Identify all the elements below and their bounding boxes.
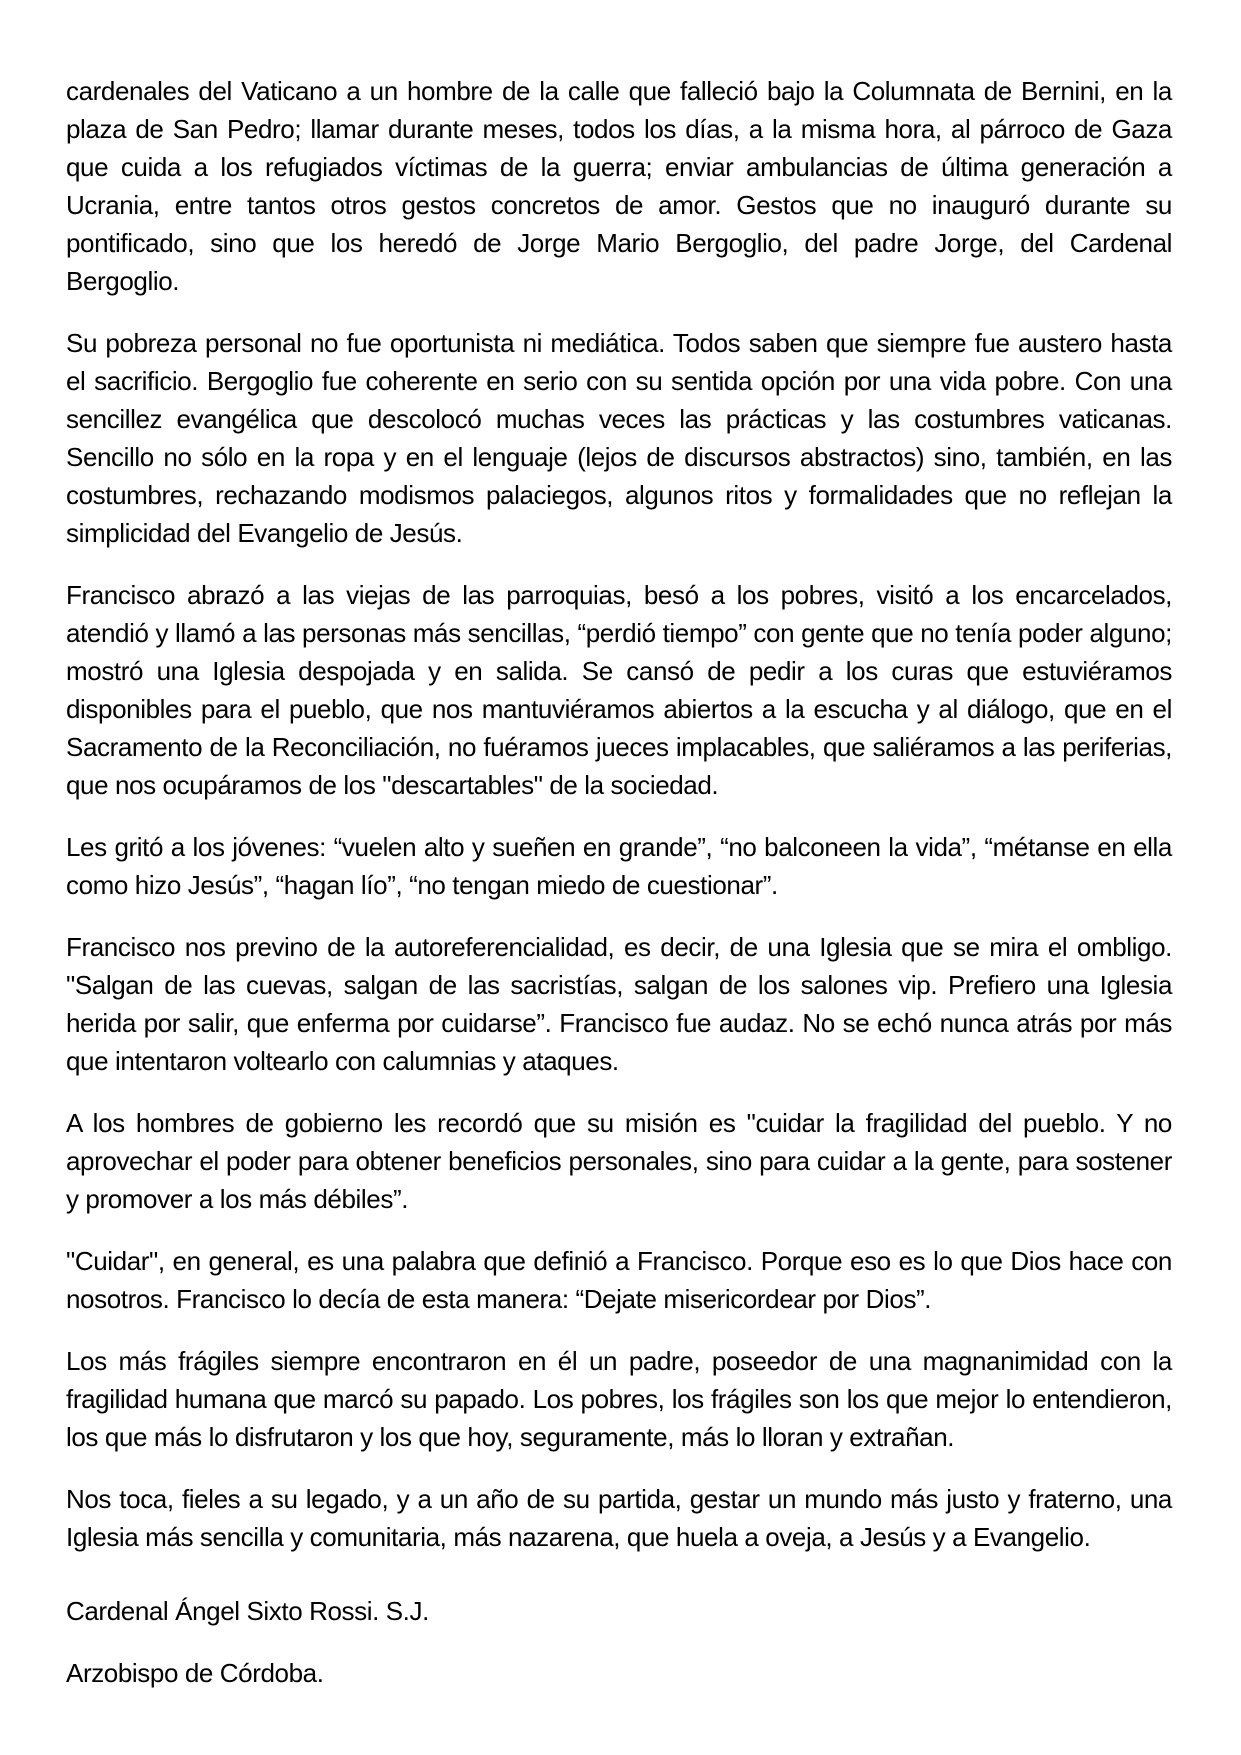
body-paragraph: Los más frágiles siempre encontraron en él un padre, poseedor de una magnanimidad con la fragilidad humana que marcó su papado. Los pobres, los frágiles son los que mejor lo entendieron, los que más lo disfrutaron y los que hoy, seguramente, más lo lloran y extrañan.: [66, 1346, 1172, 1452]
body-paragraph: Nos toca, fieles a su legado, y a un año de su partida, gestar un mundo más justo y fraterno, una Iglesia más sencilla y comunitaria, más nazarena, que huela a oveja, a Jesús y a Evangelio.: [66, 1484, 1172, 1552]
signature-title: Arzobispo de Córdoba.: [66, 1658, 324, 1688]
signature-block: [66, 1592, 1172, 1692]
body-paragraph: A los hombres de gobierno les recordó que su misión es "cuidar la fragilidad del pueblo. Y no aprovechar el poder para obtener beneficios personales, sino para cuidar a la gente, para sostener y promover a los más débiles”.: [66, 1108, 1172, 1214]
signature-name: Cardenal Ángel Sixto Rossi. S.J.: [66, 1596, 429, 1626]
body-paragraph: Francisco abrazó a las viejas de las parroquias, besó a los pobres, visitó a los encarcelados, atendió y llamó a las personas más sencillas, “perdió tiempo” con gente que no tenía poder alguno; mostró una Iglesia despojada y en salida. Se cansó de pedir a los curas que estuviéramos disponibles para el pueblo, que nos mantuviéramos abiertos a la escucha y al diálogo, que en el Sacramento de la Reconciliación, no fuéramos jueces implacables, que saliéramos a las periferias, que nos ocupáramos de los "descartables" de la sociedad.: [66, 580, 1172, 800]
body-paragraph: "Cuidar", en general, es una palabra que definió a Francisco. Porque eso es lo que Dios hace con nosotros. Francisco lo decía de esta manera: “Dejate misericordear por Dios”.: [66, 1246, 1172, 1314]
body-paragraph: Su pobreza personal no fue oportunista ni mediática. Todos saben que siempre fue austero hasta el sacrificio. Bergoglio fue coherente en serio con su sentida opción por una vida pobre. Con una sencillez evangélica que descolocó muchas veces las prácticas y las costumbres vaticanas. Sencillo no sólo en la ropa y en el lenguaje (lejos de discursos abstractos) sino, también, en las costumbres, rechazando modismos palaciegos, algunos ritos y formalidades que no reflejan la simplicidad del Evangelio de Jesús.: [66, 328, 1172, 548]
body-paragraph: Les gritó a los jóvenes: “vuelen alto y sueñen en grande”, “no balconeen la vida”, “métanse en ella como hizo Jesús”, “hagan lío”, “no tengan miedo de cuestionar”.: [66, 832, 1172, 900]
body-paragraph: Francisco nos previno de la autoreferencialidad, es decir, de una Iglesia que se mira el ombligo. "Salgan de las cuevas, salgan de las sacristías, salgan de los salones vip. Prefiero una Iglesia herida por salir, que enferma por cuidarse”. Francisco fue audaz. No se echó nunca atrás por más que intentaron voltearlo con calumnias y ataques.: [66, 932, 1172, 1076]
body-paragraph: cardenales del Vaticano a un hombre de la calle que falleció bajo la Columnata de Bernini, en la plaza de San Pedro; llamar durante meses, todos los días, a la misma hora, al párroco de Gaza que cuida a los refugiados víctimas de la guerra; enviar ambulancias de última generación a Ucrania, entre tantos otros gestos concretos de amor. Gestos que no inauguró durante su pontificado, sino que los heredó de Jorge Mario Bergoglio, del padre Jorge, del Cardenal Bergoglio.: [66, 76, 1172, 296]
